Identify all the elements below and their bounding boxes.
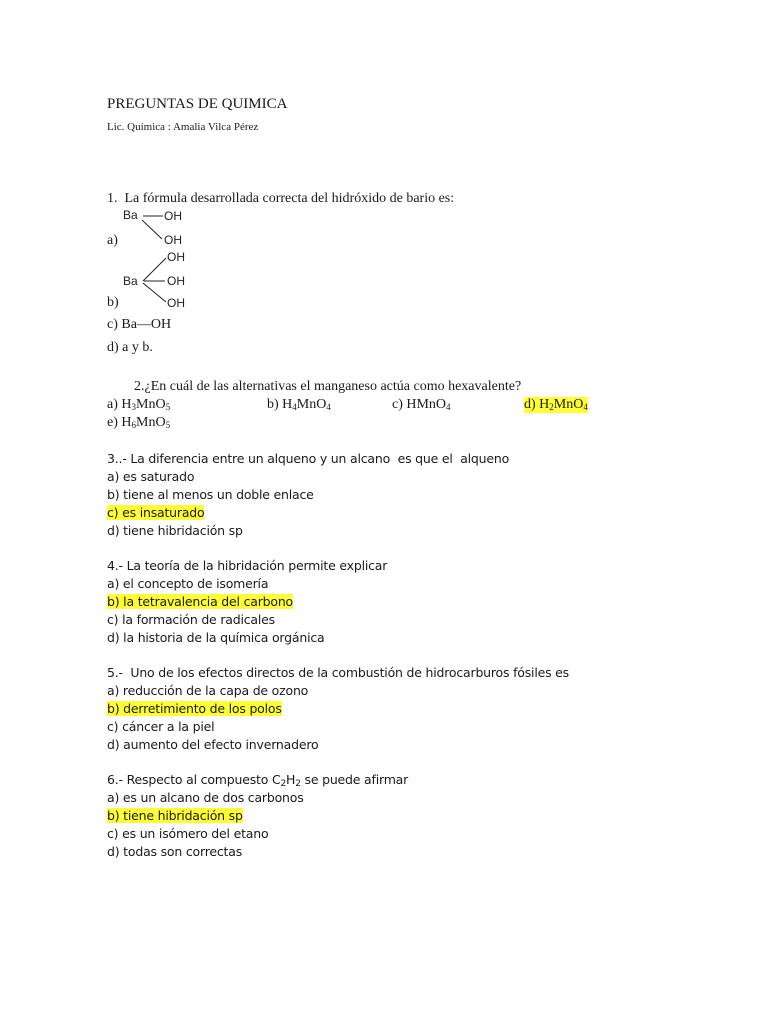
q4-option-b-highlighted: b) la tetravalencia del carbono — [107, 594, 293, 609]
q5-option-a: a) reducción de la capa de ozono — [107, 683, 309, 698]
q3-option-a: a) es saturado — [107, 469, 195, 484]
q6-option-c: c) es un isómero del etano — [107, 826, 269, 841]
q4-option-d: d) la historia de la química orgánica — [107, 630, 325, 645]
q1-option-c: c) Ba—OH — [107, 317, 172, 332]
q6-option-a: a) es un alcano de dos carbonos — [107, 790, 304, 805]
q5-option-c: c) cáncer a la piel — [107, 719, 215, 734]
q5-option-d: d) aumento del efecto invernadero — [107, 737, 319, 752]
question-4: 4.- La teoría de la hibridación permite explicar — [107, 558, 388, 573]
q2-option-e: e) $H_6MnO_5$ — [107, 415, 171, 430]
q3-option-c-highlighted: c) es insaturado — [107, 505, 205, 520]
structure-b-ba: Ba — [123, 274, 138, 288]
q2-option-a: a) $H_3MnO_5$ — [107, 397, 171, 412]
document-title: PREGUNTAS DE QUIMICA — [107, 96, 288, 112]
question-3: 3..- La diferencia entre un alqueno y un alcano es que el alqueno — [107, 451, 510, 466]
q1-option-b-label: b) — [107, 295, 119, 310]
q2-option-d-highlighted: d) $H_2MnO_4$ — [524, 397, 588, 412]
author-line: Lic. Química : Amalia Vilca Pérez — [107, 121, 259, 133]
q6-option-b-highlighted: b) tiene hibridación sp — [107, 808, 243, 823]
structure-b-oh-bottom: OH — [167, 296, 185, 310]
q2-option-c: c) HMnO$_4$ — [392, 397, 451, 412]
question-1: 1. La fórmula desarrollada correcta del hidróxido de bario es: — [107, 191, 455, 206]
q6-option-d: d) todas son correctas — [107, 844, 243, 859]
structure-a-ba: Ba — [123, 208, 138, 222]
structure-a-oh-top: OH — [164, 209, 182, 223]
q4-option-c: c) la formación de radicales — [107, 612, 275, 627]
barium-hydroxide-structures — [0, 0, 768, 330]
q3-option-d: d) tiene hibridación sp — [107, 523, 243, 538]
q1-option-a-label: a) — [107, 233, 118, 248]
structure-b-oh-top: OH — [167, 250, 185, 264]
question-5: 5.- Uno de los efectos directos de la combustión de hidrocarburos fósiles es — [107, 665, 569, 680]
q2-option-b: b) $H_4MnO_4$ — [267, 397, 331, 412]
q1-option-d: d) a y b. — [107, 340, 153, 355]
structure-a-oh-bottom: OH — [164, 233, 182, 247]
q3-option-b: b) tiene al menos un doble enlace — [107, 487, 314, 502]
question-6: 6.- Respecto al compuesto $C_2H_2$ se puede afirmar — [107, 772, 409, 789]
question-2: 2.¿En cuál de las alternativas el manganeso actúa como hexavalente? — [134, 379, 522, 394]
structure-b-oh-middle: OH — [167, 274, 185, 288]
q4-option-a: a) el concepto de isomería — [107, 576, 269, 591]
q5-option-b-highlighted: b) derretimiento de los polos — [107, 701, 282, 716]
